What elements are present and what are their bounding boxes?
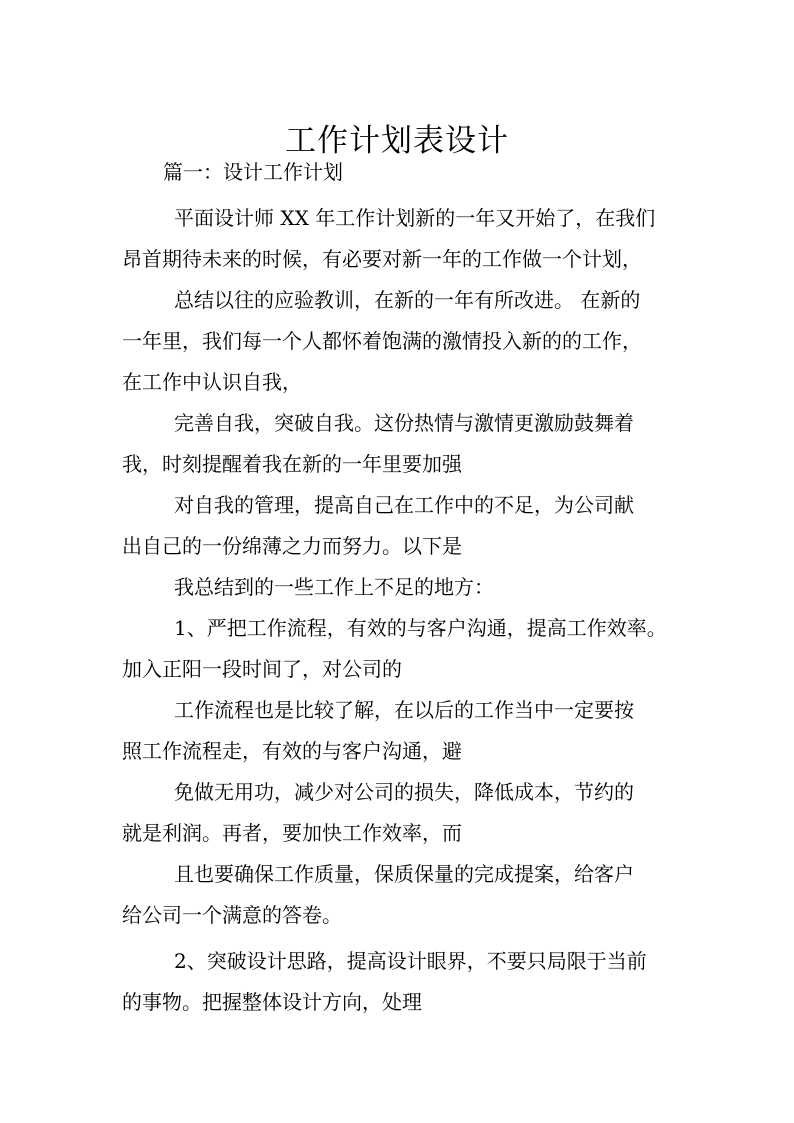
paragraph-line: 1、严把工作流程，有效的与客户沟通，提高工作效率。 bbox=[174, 616, 667, 640]
paragraph-line: 出自己的一份绵薄之力而努力。以下是 bbox=[122, 534, 462, 558]
paragraph-line: 总结以往的应验教训，在新的一年有所改进。 在新的 bbox=[174, 288, 641, 312]
paragraph-line: 且也要确保工作质量，保质保量的完成提案，给客户 bbox=[174, 862, 634, 886]
paragraph-line: 对自我的管理，提高自己在工作中的不足，为公司献 bbox=[174, 493, 634, 517]
paragraph-line: 平面设计师 XX 年工作计划新的一年又开始了，在我们 bbox=[174, 206, 656, 230]
paragraph-line: 给公司一个满意的答卷。 bbox=[122, 903, 342, 927]
section-heading: 篇一：设计工作计划 bbox=[163, 160, 343, 184]
paragraph-line: 免做无用功，减少对公司的损失，降低成本，节约的 bbox=[174, 780, 634, 804]
paragraph-line: 照工作流程走，有效的与客户沟通，避 bbox=[122, 739, 462, 763]
paragraph-line: 的事物。把握整体设计方向，处理 bbox=[122, 990, 422, 1014]
paragraph-line: 加入正阳一段时间了，对公司的 bbox=[122, 657, 402, 681]
paragraph-line: 我，时刻提醒着我在新的一年里要加强 bbox=[122, 452, 462, 476]
paragraph-line: 在工作中认识自我， bbox=[122, 370, 302, 394]
paragraph-line: 2、突破设计思路，提高设计眼界，不要只局限于当前 bbox=[174, 949, 647, 973]
paragraph-line: 昂首期待未来的时候，有必要对新一年的工作做一个计划， bbox=[122, 247, 642, 271]
paragraph-line: 完善自我，突破自我。这份热情与激情更激励鼓舞着 bbox=[174, 411, 634, 435]
paragraph-line: 就是利润。再者，要加快工作效率，而 bbox=[122, 821, 462, 845]
paragraph-line: 一年里，我们每一个人都怀着饱满的激情投入新的的工作， bbox=[122, 329, 642, 353]
document-title: 工作计划表设计 bbox=[285, 122, 509, 159]
paragraph-line: 我总结到的一些工作上不足的地方： bbox=[174, 575, 494, 599]
paragraph-line: 工作流程也是比较了解，在以后的工作当中一定要按 bbox=[174, 698, 634, 722]
